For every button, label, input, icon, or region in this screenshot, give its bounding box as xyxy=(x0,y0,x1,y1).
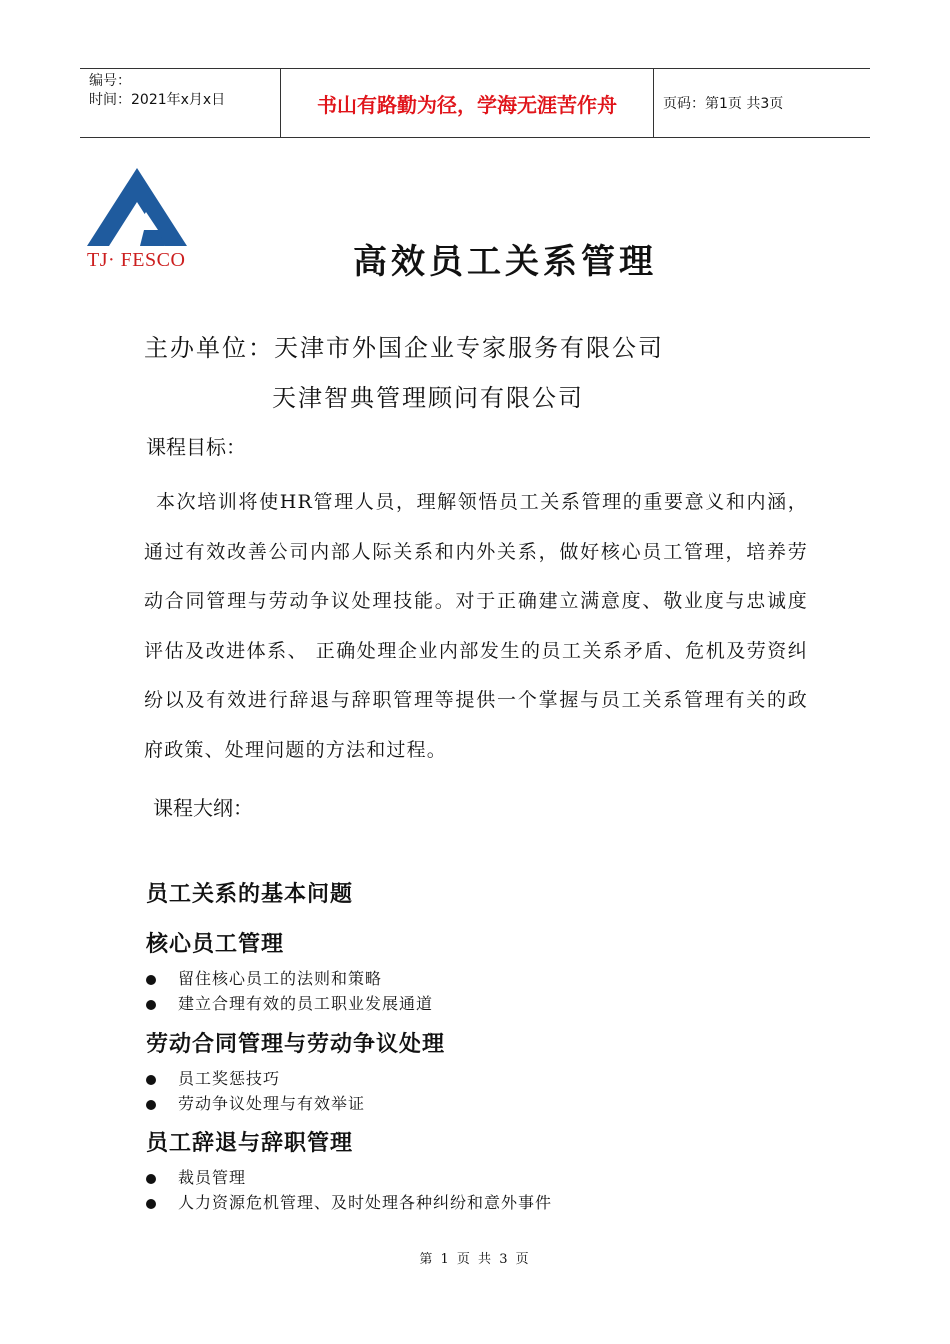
course-goal-label: 课程目标： xyxy=(146,435,246,459)
course-goal-paragraph: 本次培训将使HR管理人员，理解领悟员工关系管理的重要意义和内涵，通过有效改善公司内部人际关系和内外关系，做好核心员工管理，培养劳动合同管理与劳动争议处理技能。对于正确建立满意度、敬业度与忠诚度评估及改进体系、 正确处理企业内部发生的员工关系矛盾、危机及劳资纠纷以及有效进行辞退与辞职管理等提供一个掌握与员工关系管理有关的政府政策、处理问题的方法和过程。 xyxy=(144,491,808,761)
number-label: 编号： xyxy=(89,73,131,89)
outline-heading: 员工关系的基本问题 xyxy=(146,881,354,907)
page-footer: 第 1 页 共 3 页 xyxy=(419,1252,531,1267)
bullet-icon xyxy=(146,1174,156,1184)
organizer-line-2: 天津智典管理顾问有限公司 xyxy=(272,384,584,412)
bullet-icon xyxy=(146,1199,156,1209)
header-motto: 书山有路勤为径，学海无涯苦作舟 xyxy=(281,69,654,137)
outline-heading: 劳动合同管理与劳动争议处理 xyxy=(146,1031,446,1057)
organizer-line-1: 主办单位：天津市外国企业专家服务有限公司 xyxy=(144,334,664,362)
bullet-icon xyxy=(146,1000,156,1010)
logo-text: TJ· FESCO xyxy=(87,249,186,271)
outline-heading: 核心员工管理 xyxy=(146,931,285,957)
course-outline-label: 课程大纲： xyxy=(153,796,253,820)
header-page-info: 页码：第1页 共3页 xyxy=(663,96,784,112)
header-meta-cell xyxy=(80,69,281,137)
outline-item: 留住核心员工的法则和策略 xyxy=(146,966,382,989)
outline-item: 员工奖惩技巧 xyxy=(146,1066,280,1089)
outline-item: 裁员管理 xyxy=(146,1165,246,1188)
outline-item: 建立合理有效的员工职业发展通道 xyxy=(146,991,433,1014)
bullet-icon xyxy=(146,1075,156,1085)
bullet-icon xyxy=(146,1100,156,1110)
outline-item: 人力资源危机管理、及时处理各种纠纷和意外事件 xyxy=(146,1190,552,1213)
outline-item: 劳动争议处理与有效举证 xyxy=(146,1091,365,1114)
time-label: 时间：2021年x月x日 xyxy=(89,92,226,108)
document-title: 高效员工关系管理 xyxy=(353,242,657,282)
outline-heading: 员工辞退与辞职管理 xyxy=(146,1130,354,1156)
bullet-icon xyxy=(146,975,156,985)
header-table xyxy=(80,68,870,138)
